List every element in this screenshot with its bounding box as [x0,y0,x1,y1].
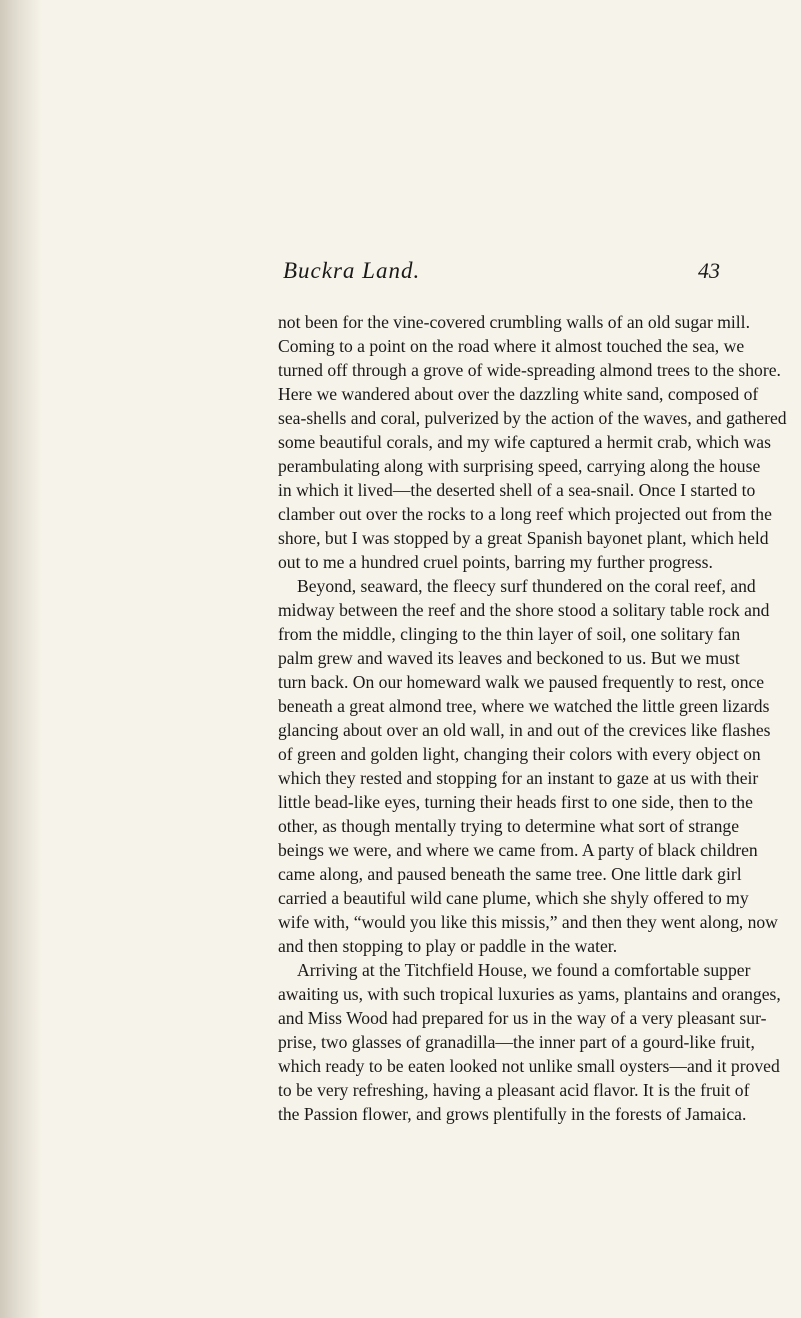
text-line: beings we were, and where we came from. A party of black children [278,840,758,860]
text-line: the Passion flower, and grows plentifully in the forests of Jamaica. [278,1104,747,1124]
text-line: clamber out over the rocks to a long reef which projected out from the [278,504,772,524]
text-line: Arriving at the Titchfield House, we found a comfortable supper [297,960,751,980]
text-line: shore, but I was stopped by a great Spanish bayonet plant, which held [278,528,769,548]
text-line: carried a beautiful wild cane plume, which she shyly offered to my [278,888,749,908]
text-line: and then stopping to play or paddle in the water. [278,936,618,956]
text-line: sea-shells and coral, pulverized by the action of the waves, and gathered [278,408,787,428]
text-line: not been for the vine-covered crumbling walls of an old sugar mill. [278,312,750,332]
running-head [0,258,801,288]
text-line: and Miss Wood had prepared for us in the way of a very pleasant sur- [278,1008,767,1028]
text-line: wife with, “would you like this missis,” and then they went along, now [278,912,778,932]
text-line: to be very refreshing, having a pleasant acid flavor. It is the fruit of [278,1080,750,1100]
text-line: some beautiful corals, and my wife captured a hermit crab, which was [278,432,771,452]
text-line: other, as though mentally trying to determine what sort of strange [278,816,740,836]
text-line: of green and golden light, changing their colors with every object on [278,744,761,764]
text-line: which they rested and stopping for an instant to gaze at us with their [278,768,759,788]
text-line: glancing about over an old wall, in and out of the crevices like flashes [278,720,771,740]
text-line: awaiting us, with such tropical luxuries as yams, plantains and oranges, [278,984,781,1004]
text-line: perambulating along with surprising speed, carrying along the house [278,456,761,476]
text-line: out to me a hundred cruel points, barring my further progress. [278,552,713,572]
text-line: Here we wandered about over the dazzling white sand, composed of [278,384,759,404]
text-line: Beyond, seaward, the fleecy surf thundered on the coral reef, and [297,576,756,596]
text-line: little bead-like eyes, turning their heads first to one side, then to the [278,792,753,812]
text-line: prise, two glasses of granadilla—the inner part of a gourd-like fruit, [278,1032,755,1052]
text-line: turned off through a grove of wide-spreading almond trees to the shore. [278,360,781,380]
text-line: midway between the reef and the shore stood a solitary table rock and [278,600,770,620]
text-line: which ready to be eaten looked not unlike small oysters—and it proved [278,1056,780,1076]
text-line: Coming to a point on the road where it almost touched the sea, we [278,336,745,356]
text-line: beneath a great almond tree, where we watched the little green lizards [278,696,770,716]
running-title: Buckra Land. [283,258,421,283]
text-line: palm grew and waved its leaves and beckoned to us. But we must [278,648,740,668]
page-number: 43 [698,258,720,283]
text-line: in which it lived—the deserted shell of a sea-snail. Once I started to [278,480,756,500]
text-line: turn back. On our homeward walk we paused frequently to rest, once [278,672,765,692]
text-line: from the middle, clinging to the thin layer of soil, one solitary fan [278,624,741,644]
text-line: came along, and paused beneath the same tree. One little dark girl [278,864,742,884]
